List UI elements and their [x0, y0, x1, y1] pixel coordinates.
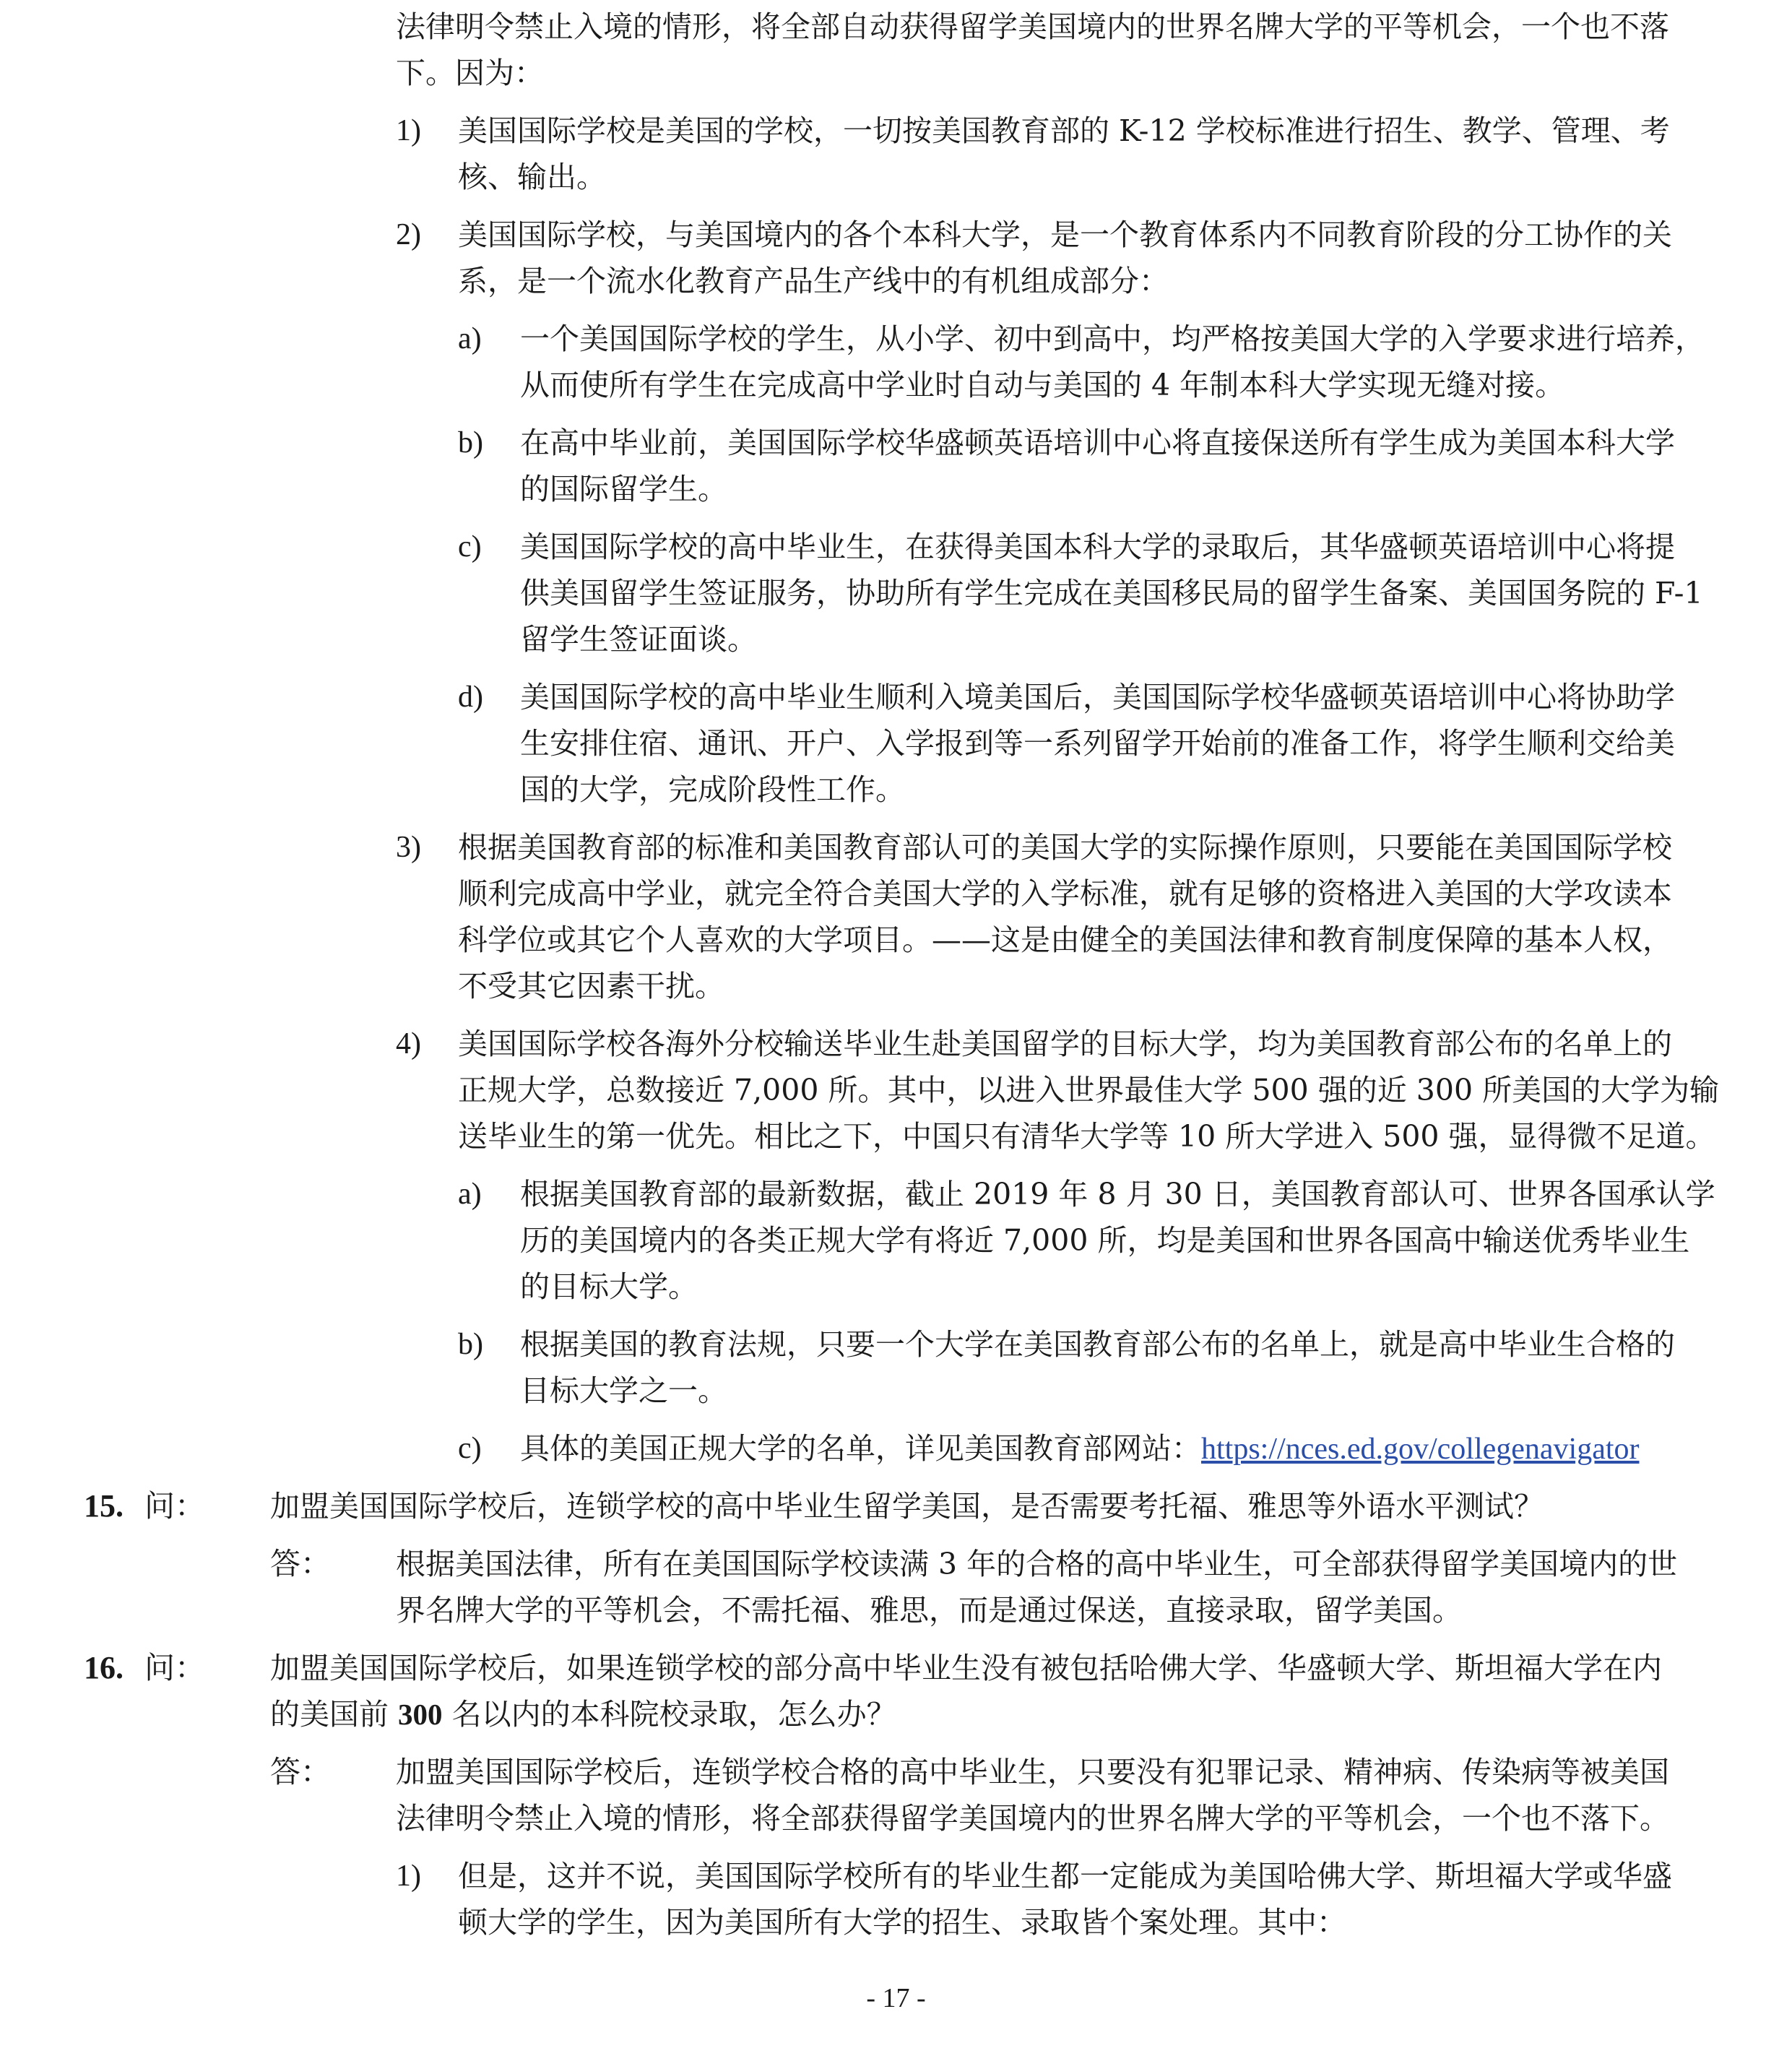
answer-label: 答：: [270, 1546, 332, 1581]
sublist-item-text: 留学生签证面谈。: [520, 622, 757, 657]
list-marker: 1): [396, 1860, 421, 1893]
question-text: 加盟美国国际学校后，连锁学校的高中毕业生留学美国，是否需要考托福、雅思等外语水平测试？: [270, 1489, 1544, 1524]
sublist-item-text: [520, 1425, 1640, 1473]
list-marker: 4): [396, 1027, 421, 1061]
college-navigator-link[interactable]: https://nces.ed.gov/collegenavigator: [1201, 1433, 1640, 1466]
list-item-text: 系，是一个流水化教育产品生产线中的有机组成部分：: [458, 264, 1169, 298]
question-text: 加盟美国国际学校后，如果连锁学校的部分高中毕业生没有被包括哈佛大学、华盛顿大学、斯坦福大学在内: [270, 1651, 1662, 1685]
sublist-marker: b): [458, 426, 483, 459]
question-text-pre: 的美国前: [270, 1697, 399, 1732]
list-item-text: 美国国际学校，与美国境内的各个本科大学，是一个教育体系内不同教育阶段的分工协作的关: [458, 217, 1672, 252]
list-item-text: 送毕业生的第一优先。相比之下，中国只有清华大学等 10 所大学进入 500 强，显得微不足道。: [458, 1119, 1715, 1154]
answer-label: 答：: [270, 1754, 332, 1789]
answer-text: 加盟美国国际学校后，连锁学校合格的高中毕业生，只要没有犯罪记录、精神病、传染病等被美国: [396, 1755, 1669, 1789]
question-number: 16.: [84, 1650, 124, 1685]
sublist-marker: c): [458, 1432, 482, 1465]
question-label: 问：: [144, 1650, 206, 1685]
sublist-item-text: 在高中毕业前，美国国际学校华盛顿英语培训中心将直接保送所有学生成为美国本科大学: [520, 426, 1675, 460]
sublist-item-text: 供美国留学生签证服务，协助所有学生完成在美国移民局的留学生备案、美国国务院的 F-1: [520, 576, 1703, 610]
list-item-text: 顺利完成高中学业，就完全符合美国大学的入学标准，就有足够的资格进入美国的大学攻读本: [458, 876, 1672, 911]
question-number: 15.: [84, 1488, 124, 1524]
answer-text: 界名牌大学的平等机会，不需托福、雅思，而是通过保送，直接录取，留学美国。: [396, 1593, 1462, 1628]
sublist-item-text: 历的美国境内的各类正规大学有将近 7,000 所，均是美国和世界各国高中输送优秀毕业生: [520, 1223, 1690, 1258]
sublist-item-text: 的目标大学。: [520, 1269, 698, 1304]
question-label: 问：: [144, 1488, 206, 1524]
list-item-text: 美国国际学校各海外分校输送毕业生赴美国留学的目标大学，均为美国教育部公布的名单上的: [458, 1027, 1672, 1061]
sublist-item-text: 的国际留学生。: [520, 472, 727, 506]
sublist-item-text-prefix: 具体的美国正规大学的名单，详见美国教育部网站：: [520, 1431, 1201, 1466]
sublist-item-text: 从而使所有学生在完成高中学业时自动与美国的 4 年制本科大学实现无缝对接。: [520, 368, 1565, 402]
question-text-post: 名以内的本科院校录取，怎么办？: [442, 1697, 896, 1732]
list-marker: 1): [396, 114, 421, 147]
sublist-item-text: 目标大学之一。: [520, 1373, 727, 1408]
sublist-item-text: 一个美国国际学校的学生，从小学、初中到高中，均严格按美国大学的入学要求进行培养，: [520, 321, 1705, 356]
sublist-item-text: 国的大学，完成阶段性工作。: [520, 772, 905, 807]
sublist-item-text: 根据美国的教育法规，只要一个大学在美国教育部公布的名单上，就是高中毕业生合格的: [520, 1327, 1675, 1362]
list-item-text: 科学位或其它个人喜欢的大学项目。——这是由健全的美国法律和教育制度保障的基本人权，: [458, 923, 1672, 957]
list-item-text: 顿大学的学生，因为美国所有大学的招生、录取皆个案处理。其中：: [458, 1905, 1346, 1940]
answer-text: 法律明令禁止入境的情形，将全部获得留学美国境内的世界名牌大学的平等机会，一个也不落下。: [396, 1801, 1669, 1836]
question-text-number: 300: [398, 1698, 443, 1731]
list-item-text: 不受其它因素干扰。: [458, 969, 724, 1003]
sublist-item-text: 美国国际学校的高中毕业生，在获得美国本科大学的录取后，其华盛顿英语培训中心将提: [520, 530, 1675, 564]
question-text: [270, 1690, 896, 1738]
sublist-item-text: 生安排住宿、通讯、开户、入学报到等一系列留学开始前的准备工作，将学生顺利交给美: [520, 726, 1675, 761]
page-number: - 17 -: [866, 1983, 926, 2013]
intro-line: 下。因为：: [396, 56, 544, 90]
answer-text: 根据美国法律，所有在美国国际学校读满 3 年的合格的高中毕业生，可全部获得留学美国境内的世: [396, 1547, 1678, 1581]
intro-line: 法律明令禁止入境的情形，将全部自动获得留学美国境内的世界名牌大学的平等机会，一个也不落: [396, 9, 1669, 44]
sublist-item-text: 美国国际学校的高中毕业生顺利入境美国后，美国国际学校华盛顿英语培训中心将协助学: [520, 680, 1675, 714]
list-marker: 3): [396, 831, 421, 864]
sublist-marker: b): [458, 1328, 483, 1361]
list-item-text: 正规大学，总数接近 7,000 所。其中，以进入世界最佳大学 500 强的近 300 所美国的大学为输: [458, 1073, 1720, 1107]
list-marker: 2): [396, 218, 421, 251]
list-item-text: 核、输出。: [458, 160, 606, 194]
list-item-text: 但是，这并不说，美国国际学校所有的毕业生都一定能成为美国哈佛大学、斯坦福大学或华盛: [458, 1859, 1672, 1893]
sublist-item-text: 根据美国教育部的最新数据，截止 2019 年 8 月 30 日，美国教育部认可、世界各国承认学: [520, 1177, 1715, 1211]
list-item-text: 根据美国教育部的标准和美国教育部认可的美国大学的实际操作原则，只要能在美国国际学校: [458, 830, 1672, 865]
sublist-marker: c): [458, 530, 482, 563]
list-item-text: 美国国际学校是美国的学校，一切按美国教育部的 K-12 学校标准进行招生、教学、管理、考: [458, 113, 1670, 148]
sublist-marker: d): [458, 681, 483, 714]
sublist-marker: a): [458, 1178, 482, 1211]
sublist-marker: a): [458, 322, 482, 355]
